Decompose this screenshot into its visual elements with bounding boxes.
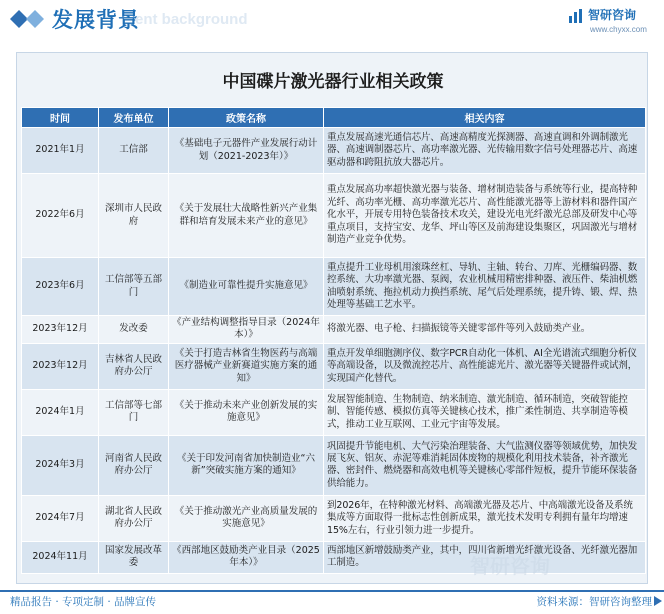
logo-name: 智研咨询	[588, 8, 637, 22]
cell-dept: 国家发展改革委	[99, 541, 169, 573]
column-header-dept: 发布单位	[99, 108, 169, 128]
cell-time: 2022年6月	[22, 174, 99, 258]
cell-dept: 发改委	[99, 316, 169, 344]
table-row	[22, 343, 646, 389]
cell-time: 2023年12月	[22, 316, 99, 344]
cell-time: 2024年7月	[22, 495, 99, 541]
table-row	[22, 258, 646, 316]
cell-time: 2024年3月	[22, 435, 99, 495]
footer-slogan: 精品报告 · 专项定制 · 品牌宣传	[10, 596, 157, 608]
footer-source: 资料来源：智研咨询整理	[536, 596, 652, 608]
cell-content: 发展智能制造、生物制造、纳米制造、激光制造、循环制造，突破智能控制、智能传感、模拟仿真等关键核心技术，推广柔性制造、共享制造等模式，推动工业互联网、工业元宇宙等发展。	[324, 389, 646, 435]
section-title-watermark: ent background	[135, 11, 248, 28]
column-header-name: 政策名称	[169, 108, 324, 128]
column-header-time: 时间	[22, 108, 99, 128]
table-row	[22, 541, 646, 573]
cell-dept: 深圳市人民政府	[99, 174, 169, 258]
cell-time: 2023年6月	[22, 258, 99, 316]
policy-panel	[16, 52, 648, 584]
logo-url: www.chyxx.com	[590, 25, 647, 34]
table-row	[22, 128, 646, 174]
cell-policy-name: 《基础电子元器件产业发展行动计划（2021-2023年）》	[169, 128, 324, 174]
footer-watermark: 智研咨询	[470, 554, 550, 578]
cell-dept: 湖北省人民政府办公厅	[99, 495, 169, 541]
cell-dept: 工信部	[99, 128, 169, 174]
table-row	[22, 174, 646, 258]
section-title: 发展背景	[52, 8, 140, 32]
cell-content: 西部地区新增鼓励类产业，其中，四川省新增光纤激光设备、光纤激光器加工制造。	[324, 541, 646, 573]
chevron-diamond-icon	[8, 8, 48, 30]
cell-policy-name: 《关于推动激光产业高质量发展的实施意见》	[169, 495, 324, 541]
cell-time: 2024年1月	[22, 389, 99, 435]
cell-content: 将激光器、电子枪、扫描振镜等关键零部件等列入鼓励类产业。	[324, 316, 646, 344]
table-row	[22, 389, 646, 435]
page-footer	[0, 590, 664, 614]
cell-content: 巩固提升节能电机、大气污染治理装备、大气监测仪器等领域优势，加快发展飞灰、铝灰、赤泥等难消耗固体废物的规模化利用技术装备，补齐激光器、密封件、燃烧器和高效电机等关键核心零部件短板，提升节能环保装备供给能力。	[324, 435, 646, 495]
table-body	[22, 128, 646, 574]
logo-icon	[568, 8, 584, 24]
cell-policy-name: 《关于打造吉林省生物医药与高端医疗器械产业新赛道实施方案的通知》	[169, 343, 324, 389]
panel-title: 中国碟片激光器行业相关政策	[222, 72, 444, 92]
table-row	[22, 495, 646, 541]
page-header	[0, 0, 664, 40]
table-header-row	[22, 108, 646, 128]
footer-divider	[0, 590, 664, 592]
policy-table	[21, 107, 646, 574]
cell-time: 2021年1月	[22, 128, 99, 174]
cell-time: 2024年11月	[22, 541, 99, 573]
table-row	[22, 435, 646, 495]
cell-policy-name: 《产业结构调整指导目录（2024年本）》	[169, 316, 324, 344]
cell-content: 重点开发单细胞测序仪、数字PCR自动化一体机、AI全光谱流式细胞分析仪等高端设备，以及微流控芯片、高性能滤光片、激光器等关键器件或试剂，实现国产化替代。	[324, 343, 646, 389]
cell-dept: 吉林省人民政府办公厅	[99, 343, 169, 389]
cell-dept: 工信部等七部门	[99, 389, 169, 435]
cell-policy-name: 《关于推动未来产业创新发展的实施意见》	[169, 389, 324, 435]
table-row	[22, 316, 646, 344]
cell-time: 2023年12月	[22, 343, 99, 389]
cell-content: 重点提升工业母机用滚珠丝杠、导轨、主轴、转台、刀库、光栅编码器、数控系统、大功率激光器、泵阀，农业机械用精密排种器、液压件、柴油机燃油喷射系统、拖拉机动力换挡系统、尾气后处理系统，提升铸、锻、焊、热处理等基础工艺水平。	[324, 258, 646, 316]
cell-content: 重点发展高速光通信芯片、高速高精度光探测器、高速直调和外调制激光器、高速调制器芯片、高功率激光器、光传输用数字信号处理器芯片、高速驱动器和跨阻抗放大器芯片。	[324, 128, 646, 174]
cell-policy-name: 《制造业可靠性提升实施意见》	[169, 258, 324, 316]
cell-dept: 工信部等五部门	[99, 258, 169, 316]
arrow-right-icon	[654, 596, 662, 606]
cell-content: 到2026年，在特种激光材料、高端激光器及芯片、中高端激光设备及系统集成等方面取得一批标志性创新成果，激光技术发明专利拥有量年均增速15%左右，行业引领力进一步提升。	[324, 495, 646, 541]
column-header-content: 相关内容	[324, 108, 646, 128]
cell-policy-name: 《西部地区鼓励类产业目录（2025年本）》	[169, 541, 324, 573]
cell-content: 重点发展高功率超快激光器与装备、增材制造装备与系统等行业，提高特种光纤、高功率光栅、高功率激光芯片、高性能激光器等上游材料和器件国产化水平，开展专用特色装备技术攻关，建设光电光纤激光总部及研发中心等重点项目，支持宝安、龙华、坪山等区及前海建设集聚区，巩固激光与增材制造产业竞争优势。	[324, 174, 646, 258]
cell-dept: 河南省人民政府办公厅	[99, 435, 169, 495]
cell-policy-name: 《关于发展壮大战略性新兴产业集群和培育发展未来产业的意见》	[169, 174, 324, 258]
cell-policy-name: 《关于印发河南省加快制造业“六新”突破实施方案的通知》	[169, 435, 324, 495]
